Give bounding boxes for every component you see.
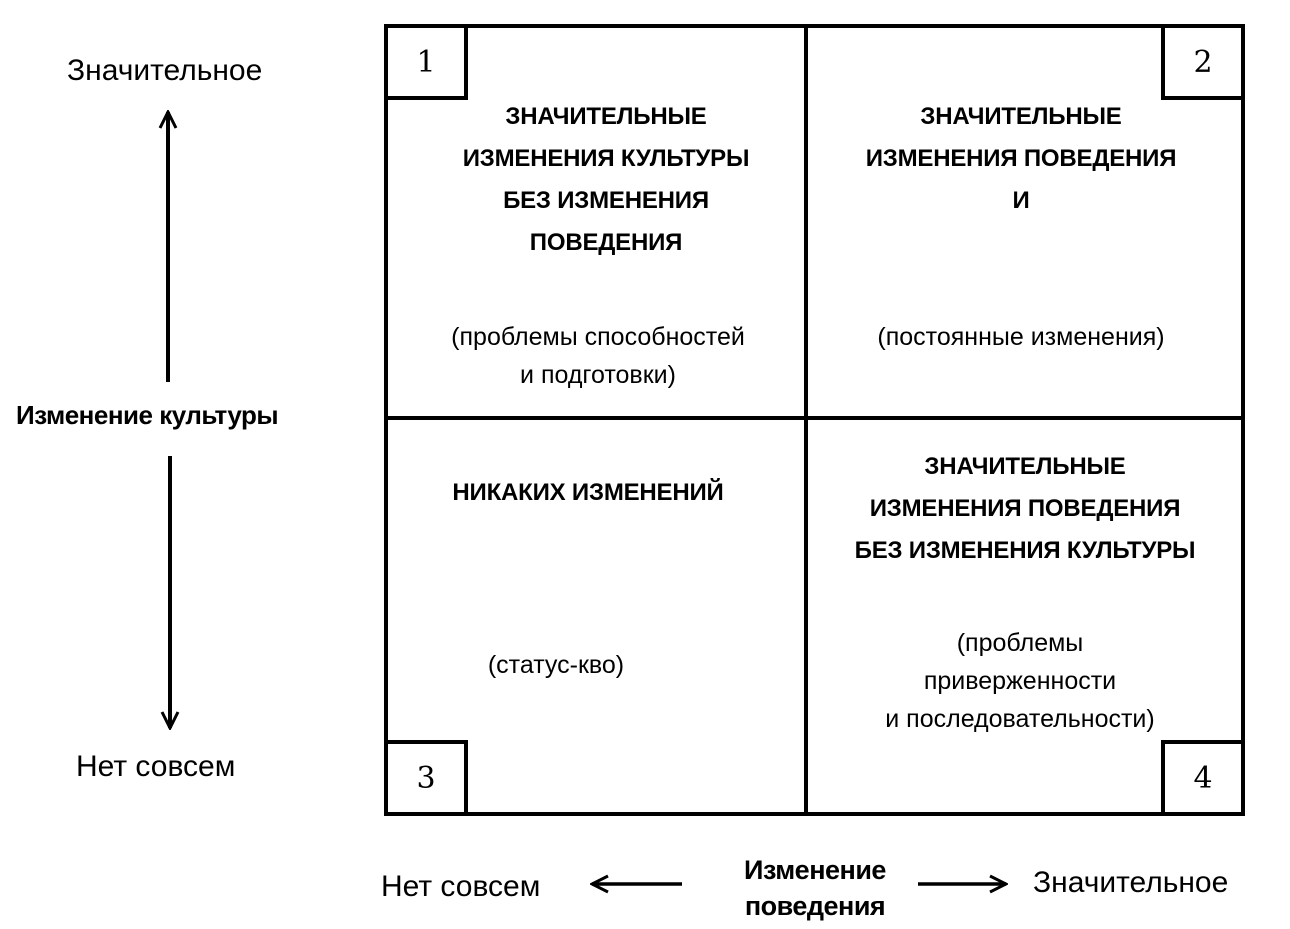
quadrant-4-title: ЗНАЧИТЕЛЬНЫЕ ИЗМЕНЕНИЯ ПОВЕДЕНИЯ БЕЗ ИЗМЕНЕНИЯ КУЛЬТУРЫ: [854, 453, 1196, 564]
quadrant-2-title: ЗНАЧИТЕЛЬНЫЕ ИЗМЕНЕНИЯ ПОВЕДЕНИЯ И: [865, 103, 1177, 214]
horizontal-axis-left-label: Нет совсем: [381, 870, 541, 903]
vertical-axis-bottom-label: Нет совсем: [76, 750, 236, 783]
horizontal-axis-title: Изменение поведения: [744, 855, 886, 921]
vertical-axis-title: Изменение культуры: [16, 400, 279, 430]
quadrant-3-note: (статус-кво): [487, 651, 625, 679]
quadrant-1-title: ЗНАЧИТЕЛЬНЫЕ ИЗМЕНЕНИЯ КУЛЬТУРЫ БЕЗ ИЗМЕНЕНИЯ ПОВЕДЕНИЯ: [462, 103, 750, 256]
quadrant-4-note: (проблемы приверженности и последовательности): [885, 629, 1155, 733]
quadrant-2-note: (постоянные изменения): [877, 323, 1165, 351]
quadrant-1-number-box: 1: [388, 28, 468, 100]
vertical-axis-top-label: Значительное: [67, 54, 263, 87]
quadrant-3-title: НИКАКИХ ИЗМЕНЕНИЙ: [452, 479, 724, 506]
quadrant-3-number-box: 3: [388, 740, 468, 812]
quadrant-4-number-box: 4: [1161, 740, 1241, 812]
quadrant-1-note: (проблемы способностей и подготовки): [451, 323, 745, 389]
quadrant-2-number-box: 2: [1161, 28, 1241, 100]
horizontal-axis-right-label: Значительное: [1033, 866, 1229, 899]
